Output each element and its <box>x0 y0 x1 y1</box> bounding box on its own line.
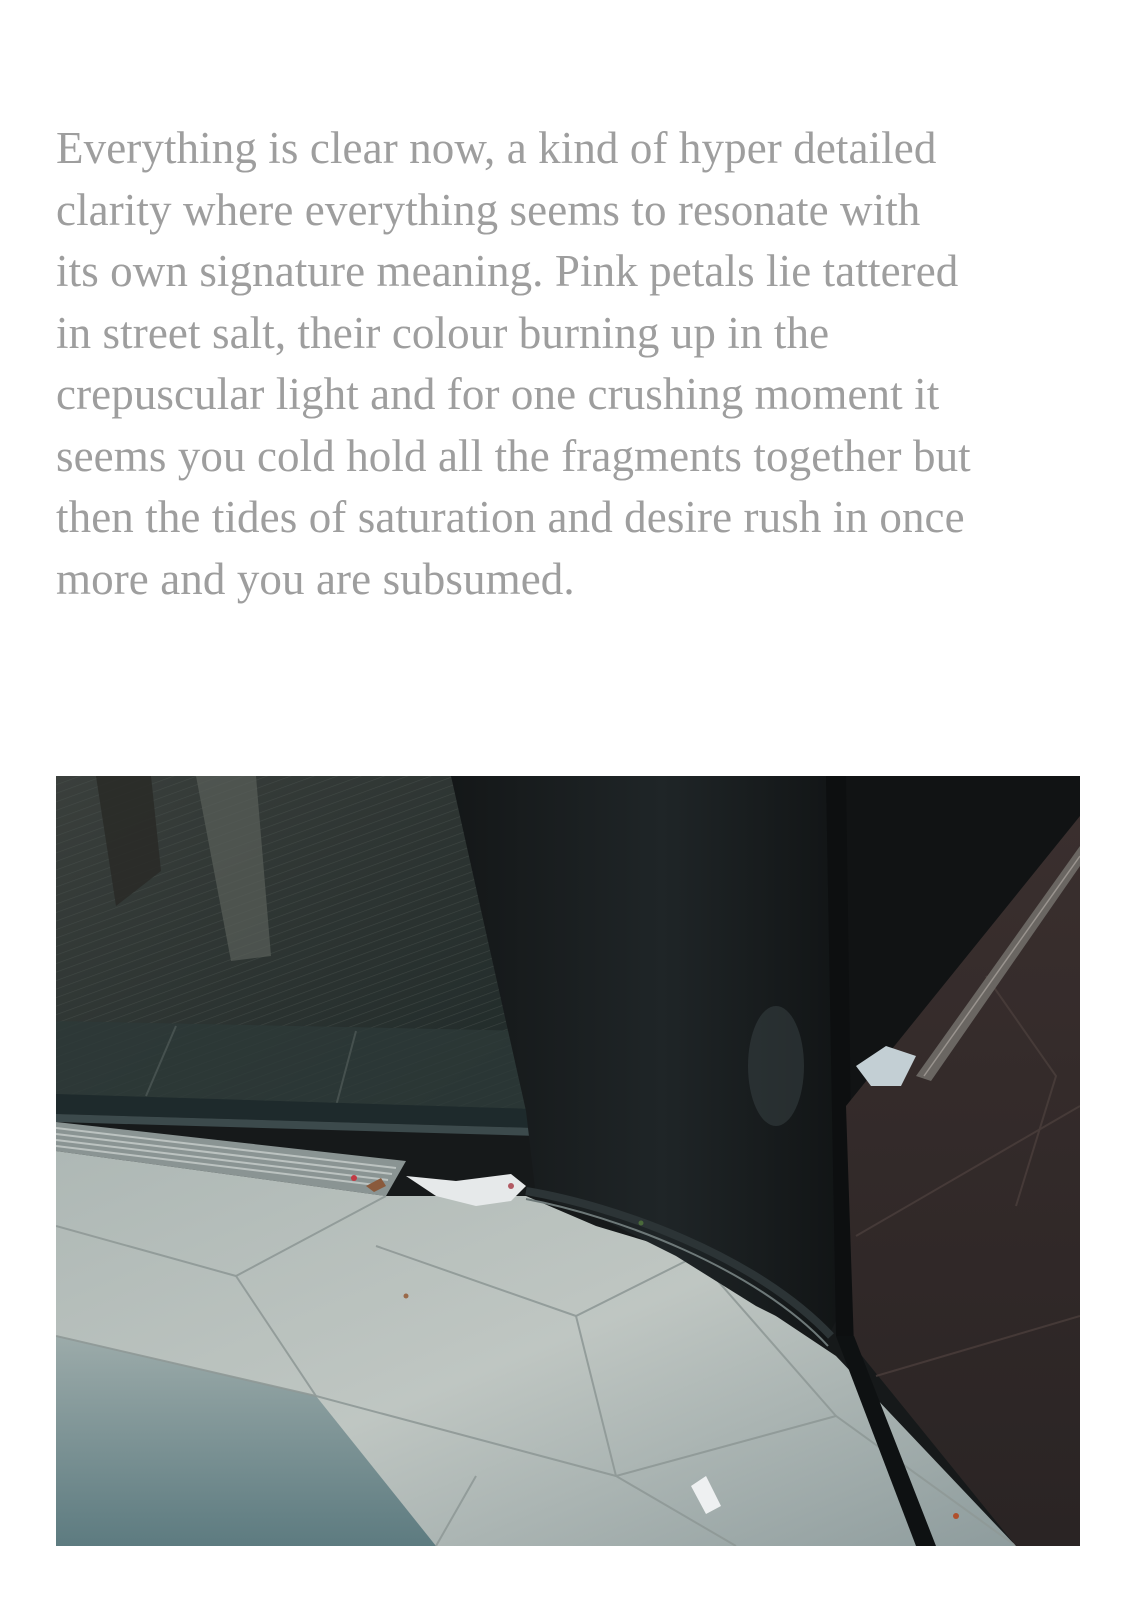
passage-line: clarity where everything seems to resonate with <box>56 184 921 235</box>
prose-passage <box>56 118 1096 610</box>
street-photograph <box>56 776 1080 1546</box>
passage-line: then the tides of saturation and desire rush in once <box>56 492 965 542</box>
passage-line: more and you are subsumed. <box>56 553 575 604</box>
photo-drawing <box>56 776 1080 1546</box>
passage-line: seems you cold hold all the fragments together but <box>56 430 971 481</box>
passage-line: its own signature meaning. Pink petals lie tattered <box>56 246 959 296</box>
passage-line: in street salt, their colour burning up in the <box>56 307 830 358</box>
passage-line: crepuscular light and for one crushing moment it <box>56 369 940 419</box>
passage-line: Everything is clear now, a kind of hyper detailed <box>56 123 937 173</box>
